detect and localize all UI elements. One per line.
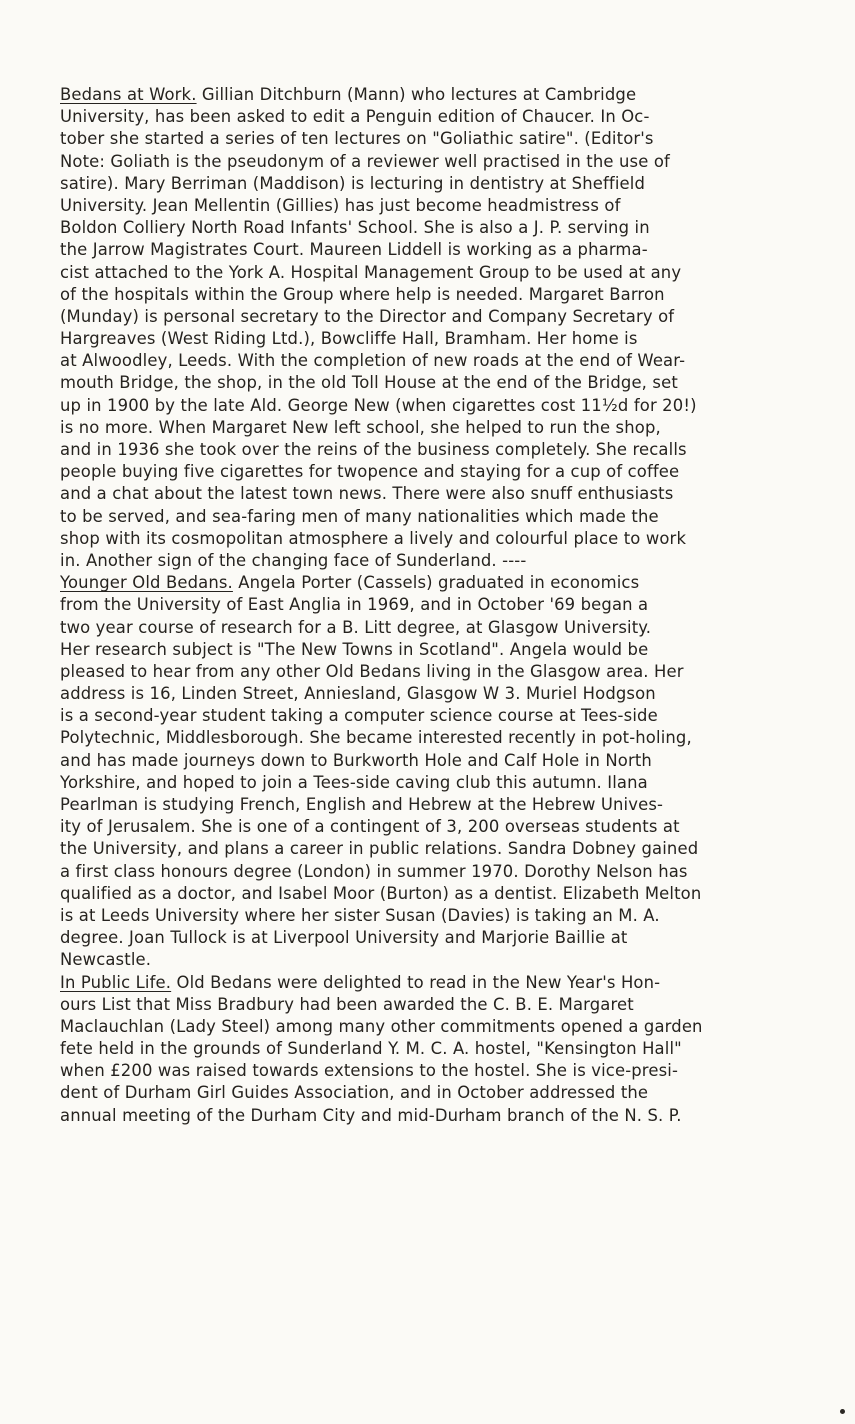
text-line: up in 1900 by the late Ald. George New (when cigarettes cost 11½d for 20!) [60, 395, 697, 415]
section-first-line [60, 84, 806, 106]
section-heading: In Public Life. [60, 972, 172, 992]
text-line: pleased to hear from any other Old Bedans living in the Glasgow area. Her [60, 661, 684, 681]
text-line: Polytechnic, Middlesborough. She became interested recently in pot-holing, [60, 728, 692, 748]
text-line: qualified as a doctor, and Isabel Moor (Burton) as a dentist. Elizabeth Melton [60, 883, 702, 903]
text-line: University, has been asked to edit a Penguin edition of Chaucer. In Oc- [60, 107, 650, 127]
text-line: fete held in the grounds of Sunderland Y. M. C. A. hostel, "Kensington Hall" [60, 1039, 682, 1059]
text-line: and has made journeys down to Burkworth Hole and Calf Hole in North [60, 750, 652, 770]
text-line: Newcastle. [60, 950, 152, 970]
text-line: cist attached to the York A. Hospital Management Group to be used at any [60, 262, 682, 282]
text-line: in. Another sign of the changing face of Sunderland. ---- [60, 550, 527, 570]
text-line: the Jarrow Magistrates Court. Maureen Liddell is working as a pharma- [60, 240, 648, 260]
text-line: from the University of East Anglia in 1969, and in October '69 began a [60, 595, 649, 615]
section-heading: Younger Old Bedans. [60, 573, 233, 593]
text-line: of the hospitals within the Group where help is needed. Margaret Barron [60, 284, 665, 304]
section-first-line-text: Angela Porter (Cassels) graduated in economics [232, 573, 640, 593]
section-in-public-life [60, 972, 806, 1127]
text-line: ity of Jerusalem. She is one of a contingent of 3, 200 overseas students at [60, 817, 680, 837]
text-line: and in 1936 she took over the reins of the business completely. She recalls [60, 440, 687, 459]
text-line: is a second-year student taking a computer science course at Tees-side [60, 706, 658, 726]
text-line: Hargreaves (West Riding Ltd.), Bowcliffe Hall, Bramham. Her home is [60, 329, 638, 349]
text-line: Pearlman is studying French, English and Hebrew at the Hebrew Unives- [60, 795, 664, 814]
text-line: when £200 was raised towards extensions to the hostel. She is vice-presi- [60, 1061, 679, 1081]
text-line: degree. Joan Tullock is at Liverpool University and Marjorie Baillie at [60, 928, 628, 948]
text-line: people buying five cigarettes for twopence and staying for a cup of coffee [60, 462, 680, 482]
text-line: to be served, and sea-faring men of many nationalities which made the [60, 506, 659, 526]
text-line: Her research subject is "The New Towns in Scotland". Angela would be [60, 639, 649, 659]
scan-speck [840, 1409, 845, 1414]
text-line: a first class honours degree (London) in summer 1970. Dorothy Nelson has [60, 861, 688, 881]
text-line: the University, and plans a career in public relations. Sandra Dobney gained [60, 839, 699, 859]
section-first-line-text: Gillian Ditchburn (Mann) who lectures at Cambridge [196, 85, 637, 104]
text-line: at Alwoodley, Leeds. With the completion of new roads at the end of Wear- [60, 351, 686, 371]
text-line: satire). Mary Berriman (Maddison) is lecturing in dentistry at Sheffield [60, 173, 646, 193]
article-body [60, 84, 806, 1127]
text-line: two year course of research for a B. Litt degree, at Glasgow University. [60, 617, 652, 637]
section-first-line-text: Old Bedans were delighted to read in the New Year's Hon- [171, 972, 661, 992]
text-line: address is 16, Linden Street, Anniesland, Glasgow W 3. Muriel Hodgson [60, 684, 656, 704]
text-line: Yorkshire, and hoped to join a Tees-side caving club this autumn. Ilana [60, 772, 648, 792]
text-line: shop with its cosmopolitan atmosphere a lively and colourful place to work [60, 528, 687, 548]
text-line: University. Jean Mellentin (Gillies) has just become headmistress of [60, 195, 621, 215]
section-bedans-at-work [60, 84, 806, 572]
text-line: Note: Goliath is the pseudonym of a reviewer well practised in the use of [60, 151, 670, 171]
section-first-line [60, 972, 806, 994]
section-first-line [60, 572, 806, 594]
text-line: ours List that Miss Bradbury had been awarded the C. B. E. Margaret [60, 994, 634, 1014]
section-younger-old-bedans [60, 572, 806, 971]
text-line: is at Leeds University where her sister Susan (Davies) is taking an M. A. [60, 905, 660, 925]
text-line: dent of Durham Girl Guides Association, and in October addressed the [60, 1083, 649, 1103]
text-line: annual meeting of the Durham City and mid-Durham branch of the N. S. P. [60, 1105, 682, 1125]
text-line: is no more. When Margaret New left school, she helped to run the shop, [60, 417, 661, 437]
text-line: and a chat about the latest town news. There were also snuff enthusiasts [60, 484, 674, 504]
text-line: tober she started a series of ten lectures on "Goliathic satire". (Editor's [60, 129, 654, 149]
text-line: Maclauchlan (Lady Steel) among many other commitments opened a garden [60, 1016, 703, 1036]
section-heading: Bedans at Work. [60, 85, 197, 104]
text-line: Boldon Colliery North Road Infants' School. She is also a J. P. serving in [60, 218, 650, 238]
text-line: (Munday) is personal secretary to the Director and Company Secretary of [60, 306, 675, 326]
text-line: mouth Bridge, the shop, in the old Toll House at the end of the Bridge, set [60, 373, 678, 393]
